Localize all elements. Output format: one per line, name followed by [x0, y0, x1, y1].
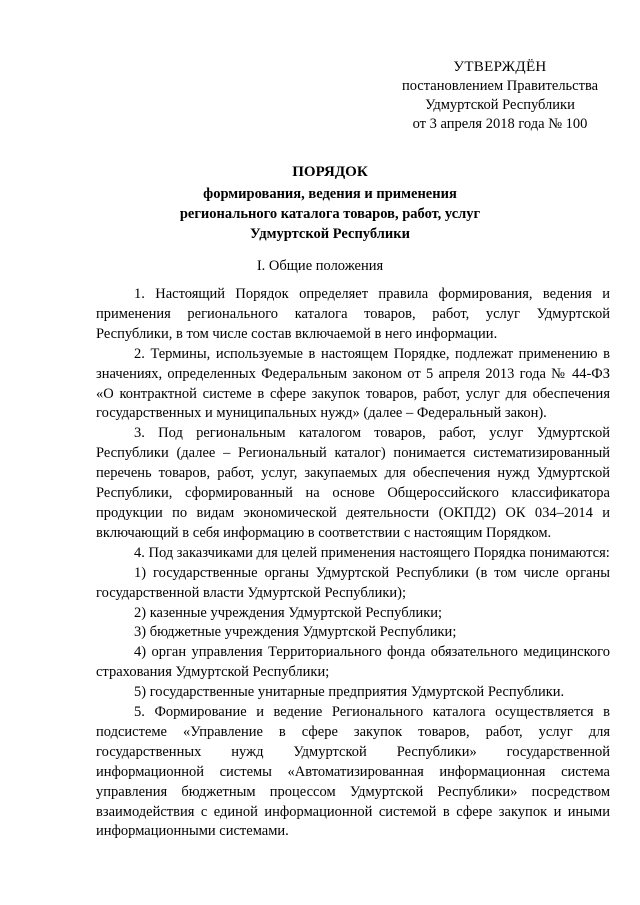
approval-line-3: от 3 апреля 2018 года № 100: [412, 116, 588, 132]
title-line-1: формирования, ведения и применения: [203, 186, 457, 202]
paragraph-3: 3. Под региональным каталогом товаров, работ, услуг Удмуртской Республики (далее – Региональный каталог) понимается систематизированный перечень товаров, работ, услуг, закупаемых для обеспечения нужд Удмуртской Республики, сформированный на основе Общероссийского классификатора продукции по видам экономической деятельности (ОКПД2) ОК 034–2014 и включающий в себя информацию в соответствии с настоящим Порядком.: [96, 425, 610, 541]
paragraph-2: 2. Термины, используемые в настоящем Порядке, подлежат применению в значениях, определенных Федеральным законом от 5 апреля 2013 года № 44-ФЗ «О контрактной системе в сфере закупок товаров, работ, услуг для обеспечения государственных и муниципальных нужд» (далее – Федеральный закон).: [96, 345, 610, 422]
title-line-3: Удмуртской Республики: [250, 226, 410, 242]
title-line-2: регионального каталога товаров, работ, услуг: [179, 206, 481, 222]
approval-line-1: постановлением Правительства: [401, 78, 599, 94]
list-item-2: 2) казенные учреждения Удмуртской Республики;: [134, 604, 443, 621]
paragraph-4: 4. Под заказчиками для целей применения настоящего Порядка понимаются:: [134, 544, 610, 561]
document-title: [90, 162, 570, 244]
approval-line-2: Удмуртской Республики: [425, 97, 575, 113]
title-main: ПОРЯДОК: [292, 164, 368, 180]
paragraph-5: 5. Формирование и ведение Регионального каталога осуществляется в подсистеме «Управление в сфере закупок товаров, работ, услуг для государственных нужд Удмуртской Республики» государственной информационной системы «Автоматизированная информационная система управления бюджетным процессом Удмуртской Республики» посредством взаимодействия с единой информационной системой в сфере закупок и иными информационными системами.: [96, 704, 610, 840]
list-item-5: 5) государственные унитарные предприятия Удмуртской Республики.: [134, 684, 565, 701]
list-item-1: 1) государственные органы Удмуртской Республики (в том числе органы государственной власти Удмуртской Республики);: [96, 564, 610, 601]
paragraph-1: 1. Настоящий Порядок определяет правила формирования, ведения и применения регионального каталога товаров, работ, услуг Удмуртской Республики, в том числе состав включаемой в него информации.: [96, 286, 610, 342]
approval-title: УТВЕРЖДЁН: [453, 59, 547, 75]
document-body: [96, 285, 610, 842]
section-heading: I. Общие положения: [256, 258, 384, 274]
approval-stamp: [380, 58, 620, 134]
list-item-4: 4) орган управления Территориального фонда обязательного медицинского страхования Удмуртской Республики;: [96, 644, 610, 681]
list-item-3: 3) бюджетные учреждения Удмуртской Республики;: [134, 624, 457, 641]
